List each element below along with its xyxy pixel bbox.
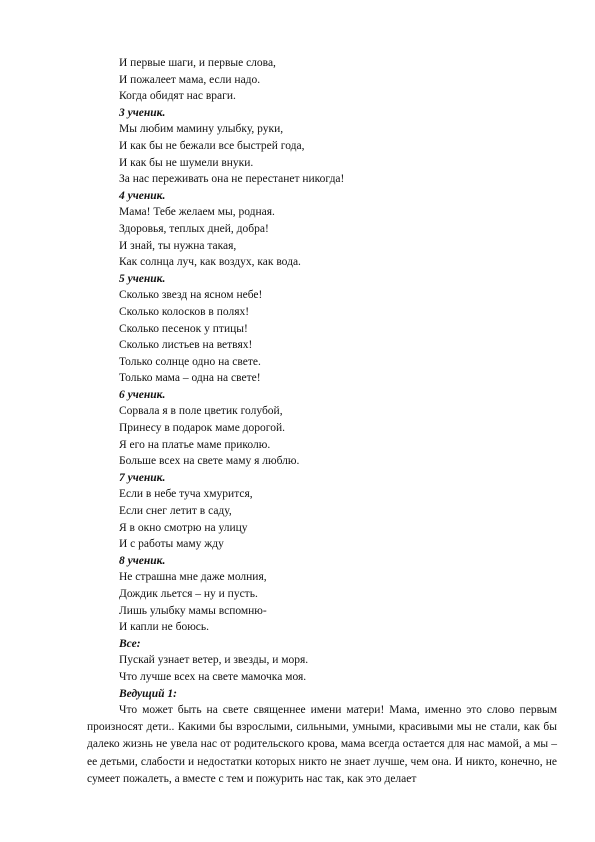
verse-line: Если снег летит в саду, xyxy=(119,505,232,518)
verse-line: Сколько песенок у птицы! xyxy=(119,322,248,335)
speaker-label: 8 ученик. xyxy=(119,554,166,567)
verse-line: И как бы не шумели внуки. xyxy=(119,156,254,169)
verse-line: И как бы не бежали все быстрей года, xyxy=(119,139,305,152)
speaker-label: 3 ученик. xyxy=(119,106,166,119)
speaker-label: 4 ученик. xyxy=(119,189,166,202)
verse-line: И первые шаги, и первые слова, xyxy=(119,57,276,69)
verse-line: Лишь улыбку мамы вспомню- xyxy=(119,604,267,617)
verse-line: Когда обидят нас враги. xyxy=(119,90,236,103)
speaker-label: 6 ученик. xyxy=(119,388,166,401)
verse-line: И пожалеет мама, если надо. xyxy=(119,73,261,86)
verse-line: Как солнца луч, как воздух, как вода. xyxy=(119,256,301,269)
speaker-label: 5 ученик. xyxy=(119,272,166,285)
verse-line: Здоровья, теплых дней, добра! xyxy=(119,222,269,235)
verse-line: Только солнце одно на свете. xyxy=(119,355,261,368)
verse-line: Сколько звезд на ясном небе! xyxy=(119,289,263,302)
speaker-label: 7 ученик. xyxy=(119,471,166,484)
verse-line: Сколько колосков в полях! xyxy=(119,305,250,318)
verse-line: Принесу в подарок маме дорогой. xyxy=(119,422,285,435)
verse-line: Пускай узнает ветер, и звезды, и моря. xyxy=(119,654,309,667)
verse-line: Что лучше всех на свете мамочка моя. xyxy=(119,670,307,683)
verse-block xyxy=(119,55,539,702)
verse-line: Дождик льется – ну и пусть. xyxy=(119,588,258,600)
verse-line: Не страшна мне даже молния, xyxy=(119,571,267,584)
host-paragraph: Что может быть на свете священнее имени матери! Мама, именно это слово первым произносят дети.. Какими бы взрослыми, сильными, умными, красивыми мы не стали, как бы далеко жизнь не увела нас от родительского крова, мама всегда остается для нас мамой, а мы – ее детьми, слабости и недостатки которых никто не знает лучше, чем она. И никто, конечно, не сумеет пожалеть, а вместе с тем и пожурить нас так, как это делает xyxy=(87,704,557,785)
verse-line: Мама! Тебе желаем мы, родная. xyxy=(119,206,275,219)
verse-line: Мы любим мамину улыбку, руки, xyxy=(119,123,284,136)
verse-line: Только мама – одна на свете! xyxy=(119,372,261,385)
verse-line: Если в небе туча хмурится, xyxy=(119,488,253,501)
verse-line: Больше всех на свете маму я люблю. xyxy=(119,455,300,468)
verse-line: И с работы маму жду xyxy=(119,538,224,551)
speaker-label: Все: xyxy=(119,637,141,650)
verse-line: Сорвала я в поле цветик голубой, xyxy=(119,405,283,418)
verse-line: Я в окно смотрю на улицу xyxy=(119,521,248,534)
verse-line: Сколько листьев на ветвях! xyxy=(119,339,253,352)
verse-line: За нас переживать она не перестанет никогда! xyxy=(119,173,345,186)
verse-line: Я его на платье маме приколю. xyxy=(119,438,271,451)
verse-line: И капли не боюсь. xyxy=(119,621,210,634)
verse-line: И знай, ты нужна такая, xyxy=(119,239,237,252)
speaker-label: Ведущий 1: xyxy=(119,687,177,700)
